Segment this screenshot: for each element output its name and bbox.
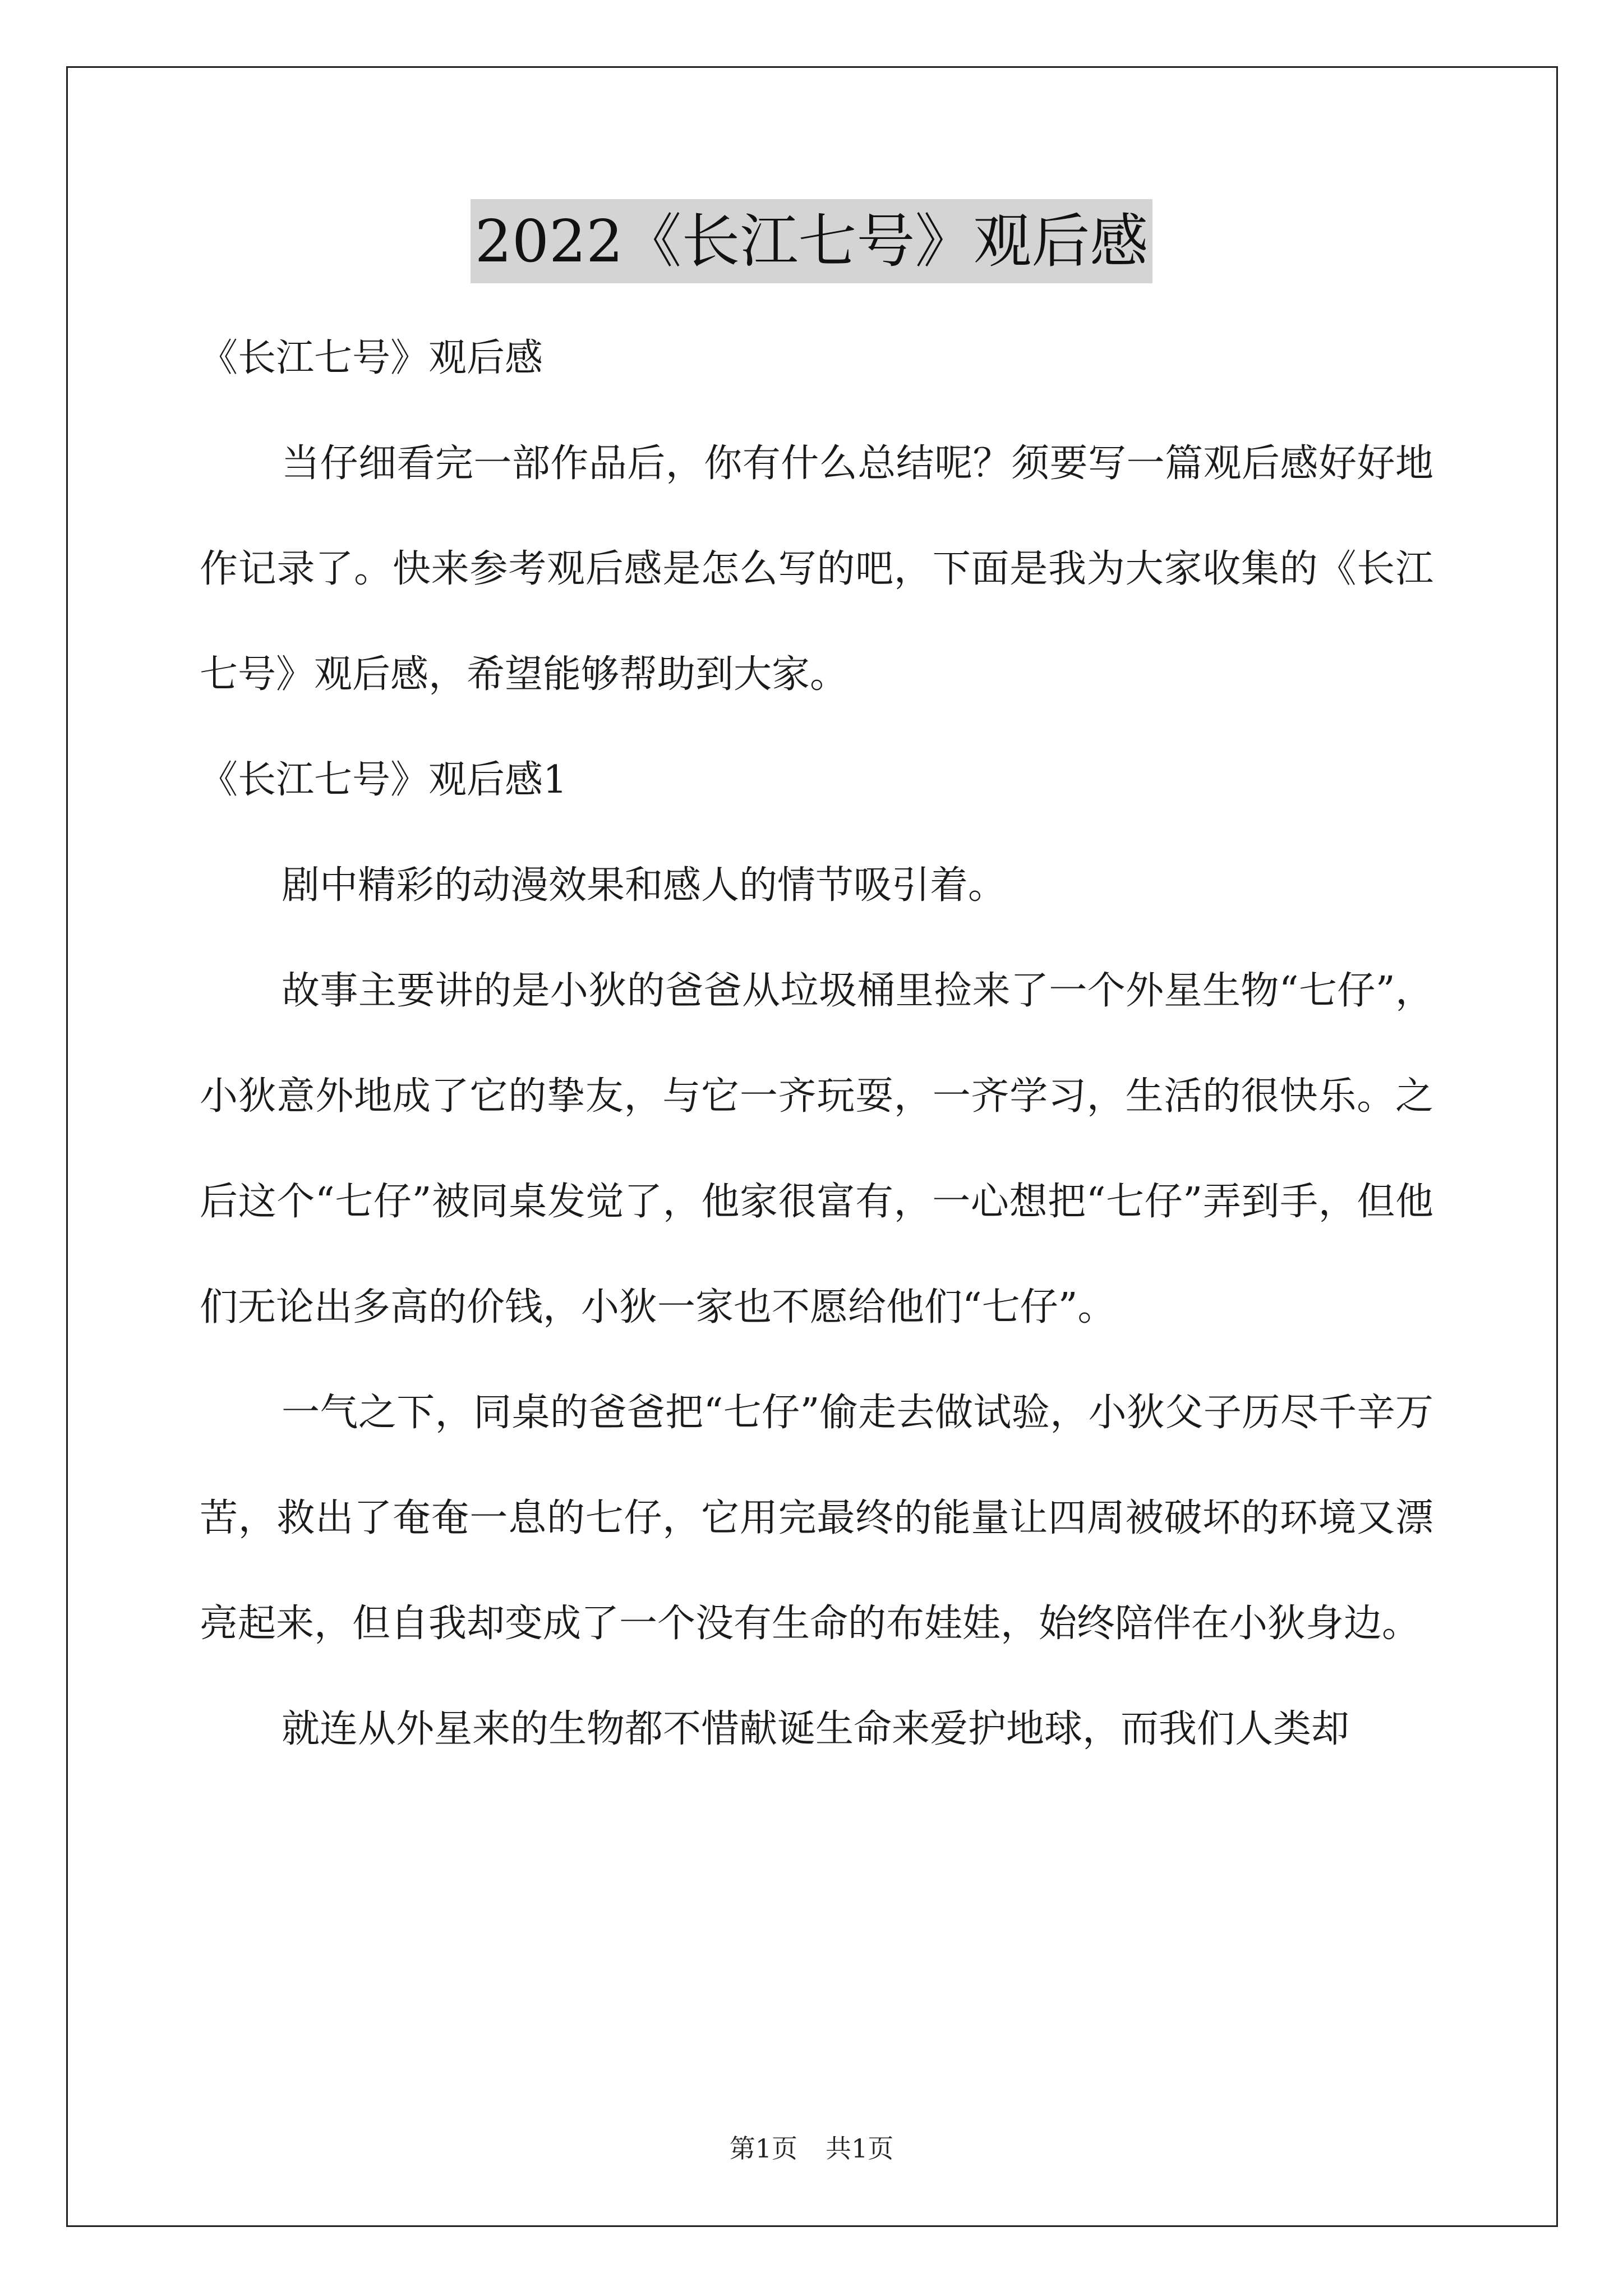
- section-heading: 《长江七号》观后感: [200, 336, 543, 380]
- section-heading: 《长江七号》观后感1: [200, 758, 568, 802]
- body-paragraph: 故事主要讲的是小狄的爸爸从垃圾桶里捡来了一个外星生物“七仔”，小狄意外地成了它的挚友，与它一齐玩耍，一齐学习，生活的很快乐。之后这个“七仔”被同桌发觉了，他家很富有，一心想把“七仔”弄到手，但他们无论出多高的价钱，小狄一家也不愿给他们“七仔”。: [200, 969, 1433, 1329]
- body-paragraph: 就连从外星来的生物都不惜献诞生命来爱护地球，而我们人类却: [282, 1707, 1350, 1751]
- document-body: [200, 306, 1433, 1782]
- document-title: 2022《长江七号》观后感: [471, 199, 1153, 283]
- body-paragraph: 一气之下，同桌的爸爸把“七仔”偷走去做试验，小狄父子历尽千辛万苦，救出了奄奄一息的七仔，它用完最终的能量让四周被破坏的环境又漂亮起来，但自我却变成了一个没有生命的布娃娃，始终陪伴在小狄身边。: [200, 1391, 1433, 1646]
- title-container: [0, 199, 1623, 283]
- page-number: 第1页: [729, 2133, 797, 2164]
- page-total: 共1页: [826, 2133, 894, 2164]
- page-footer: [0, 2132, 1623, 2165]
- body-paragraph: 剧中精彩的动漫效果和感人的情节吸引着。: [282, 863, 1007, 908]
- body-paragraph: 当仔细看完一部作品后，你有什么总结呢？须要写一篇观后感好好地作记录了。快来参考观后感是怎么写的吧，下面是我为大家收集的《长江七号》观后感，希望能够帮助到大家。: [200, 441, 1433, 697]
